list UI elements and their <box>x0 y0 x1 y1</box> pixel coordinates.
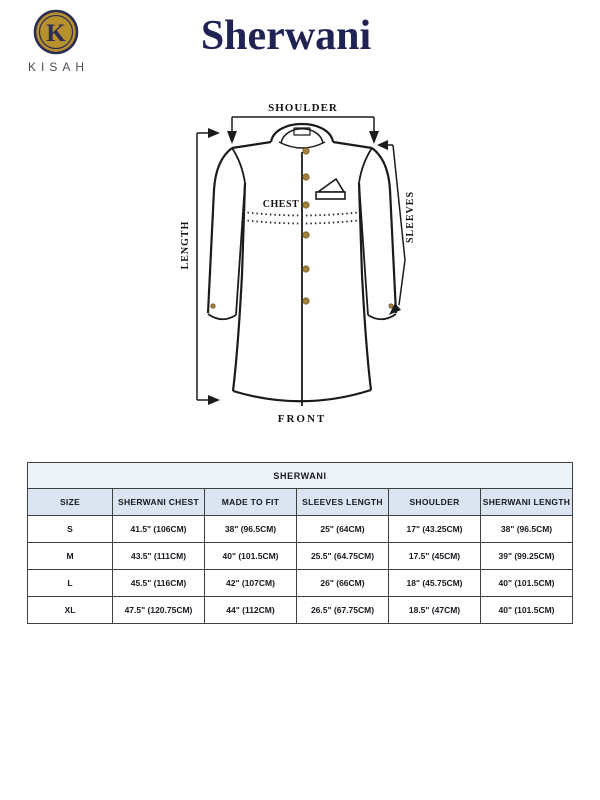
front-label: FRONT <box>277 413 327 425</box>
pocket-square <box>316 179 345 199</box>
column-header-size: SIZE <box>28 489 113 516</box>
shoulder-cell: 18" (45.75CM) <box>389 570 481 597</box>
column-header-length: SHERWANI LENGTH <box>481 489 573 516</box>
column-header-fit: MADE TO FIT <box>205 489 297 516</box>
table-row-m <box>28 543 573 570</box>
sleeves-cell: 26" (66CM) <box>297 570 389 597</box>
length-label: LENGTH <box>180 220 191 270</box>
table-title-row <box>28 463 573 489</box>
column-header-sleeves: SLEEVES LENGTH <box>297 489 389 516</box>
logo-monogram: K <box>46 20 66 47</box>
chest-cell: 41.5" (106CM) <box>113 516 205 543</box>
shoulder-label: SHOULDER <box>268 102 338 114</box>
table-title: SHERWANI <box>28 463 573 489</box>
sleeves-cell: 26.5" (67.75CM) <box>297 597 389 624</box>
sleeves-label: SLEEVES <box>405 190 416 244</box>
table-row-l <box>28 570 573 597</box>
column-header-chest: SHERWANI CHEST <box>113 489 205 516</box>
table-row-s <box>28 516 573 543</box>
garment-outline <box>208 124 396 406</box>
length-cell: 40" (101.5CM) <box>481 570 573 597</box>
fit-cell: 42" (107CM) <box>205 570 297 597</box>
page-title: Sherwani <box>200 13 372 59</box>
column-header-shoulder: SHOULDER <box>389 489 481 516</box>
sleeves-cell: 25" (64CM) <box>297 516 389 543</box>
fit-cell: 38" (96.5CM) <box>205 516 297 543</box>
size-cell: S <box>28 516 113 543</box>
brand-name: KISAH <box>27 60 89 74</box>
shoulder-cell: 17.5" (45CM) <box>389 543 481 570</box>
table-header-row <box>28 489 573 516</box>
chest-cell: 47.5" (120.75CM) <box>113 597 205 624</box>
measurement-lines <box>197 117 405 400</box>
size-table <box>27 462 573 624</box>
fit-cell: 40" (101.5CM) <box>205 543 297 570</box>
sherwani-measurement-diagram <box>150 95 450 435</box>
chest-label: CHEST <box>262 199 300 210</box>
table-row-xl <box>28 597 573 624</box>
length-cell: 39" (99.25CM) <box>481 543 573 570</box>
shoulder-cell: 17" (43.25CM) <box>389 516 481 543</box>
length-cell: 38" (96.5CM) <box>481 516 573 543</box>
shoulder-cell: 18.5" (47CM) <box>389 597 481 624</box>
chest-cell: 43.5" (111CM) <box>113 543 205 570</box>
chest-cell: 45.5" (116CM) <box>113 570 205 597</box>
size-cell: XL <box>28 597 113 624</box>
size-cell: L <box>28 570 113 597</box>
size-cell: M <box>28 543 113 570</box>
length-cell: 40" (101.5CM) <box>481 597 573 624</box>
fit-cell: 44" (112CM) <box>205 597 297 624</box>
sleeves-cell: 25.5" (64.75CM) <box>297 543 389 570</box>
